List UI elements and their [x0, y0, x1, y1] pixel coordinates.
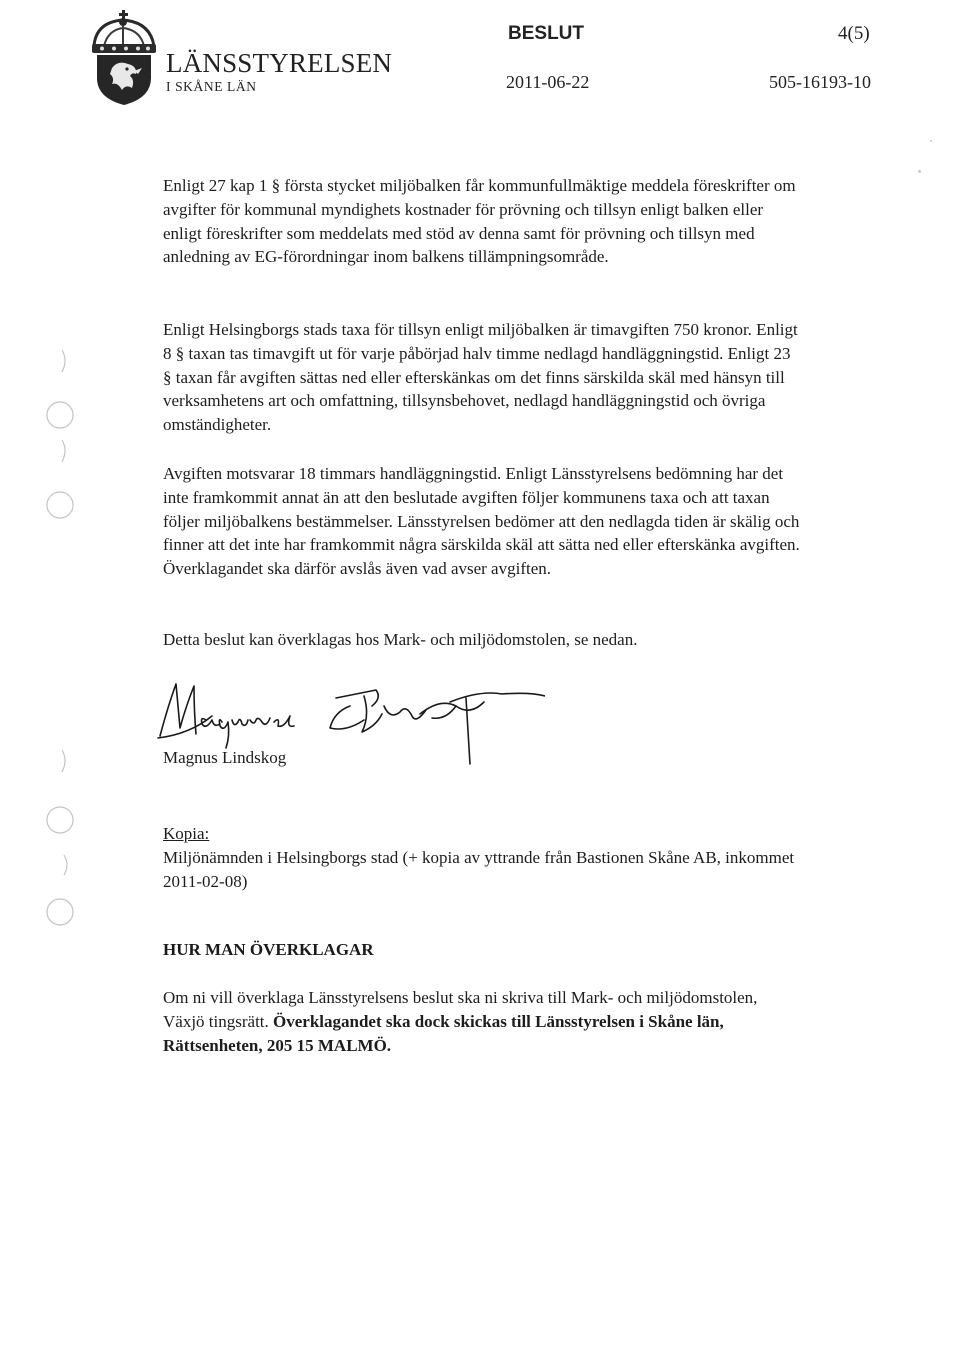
signer-name: Magnus Lindskog: [163, 748, 287, 767]
scan-speck: [918, 170, 921, 173]
copy-recipients: Miljönämnden i Helsingborgs stad (+ kopia av yttrande från Bastionen Skåne AB, inkommet 2011-02-08): [163, 848, 795, 891]
paragraph-legal-basis: Enligt 27 kap 1 § första stycket miljöbalken får kommunfullmäktige meddela föreskrifter om avgifter för kommunal myndighets kostnader för prövning och tillsyn enligt balken eller enligt föreskrifter som meddelats med stöd av denna samt för prövning och tillsyn med anledning av EG-förordningar inom balkens tillämpningsområde.: [163, 176, 796, 267]
county-coat-of-arms-icon: [82, 8, 168, 106]
document-type: BESLUT: [508, 23, 584, 44]
scan-speck: [930, 140, 932, 142]
appeal-text-bold: Överklagandet ska dock skickas till Länsstyrelsen i Skåne län, Rättsenheten, 205 15 MALMÖ.: [163, 1011, 724, 1055]
reference-number: 505-16193-10: [769, 72, 871, 92]
paragraph-appeal-note: Detta beslut kan överklagas hos Mark- och miljödomstolen, se nedan.: [163, 630, 638, 649]
document-date: 2011-06-22: [506, 72, 590, 92]
page-number: 4(5): [838, 23, 870, 44]
punch-hole-marks: [40, 330, 80, 930]
paragraph-tariff: Enligt Helsingborgs stads taxa för tillsyn enligt miljöbalken är timavgiften 750 kronor. Enligt 8 § taxan tas timavgift ut för varje påbörjad halv timme nedlagd handläggningstid. Enligt 23 § taxan får avgiften sättas ned eller efterskänkas om det finns särskilda skäl med hänsyn till verksamhetens art och omfattning, tillsynsbehovet, nedlagd handläggningstid och övriga omständigheter.: [163, 320, 798, 435]
copy-heading: Kopia:: [163, 824, 210, 843]
organization-subtitle: I SKÅNE LÄN: [166, 79, 257, 94]
appeal-instructions: [163, 986, 763, 1057]
paragraph-assessment: Avgiften motsvarar 18 timmars handläggningstid. Enligt Länsstyrelsens bedömning har det inte framkommit annat än att den beslutade avgiften följer kommunens taxa och att taxan följer miljöbalkens bestämmelser. Länsstyrelsen bedömer att den nedlagda tiden är skälig och finner att det inte har framkommit några särskilda skäl att sätta ned eller efterskänka avgiften. Överklagandet ska därför avslås även vad avser avgiften.: [163, 464, 800, 579]
appeal-text-plain: Om ni vill överklaga Länsstyrelsens beslut ska ni skriva till Mark- och miljödomstolen, Växjö tingsrätt.: [163, 988, 758, 1031]
organization-name: LÄNSSTYRELSEN: [166, 48, 393, 78]
appeal-heading: HUR MAN ÖVERKLAGAR: [163, 940, 374, 959]
